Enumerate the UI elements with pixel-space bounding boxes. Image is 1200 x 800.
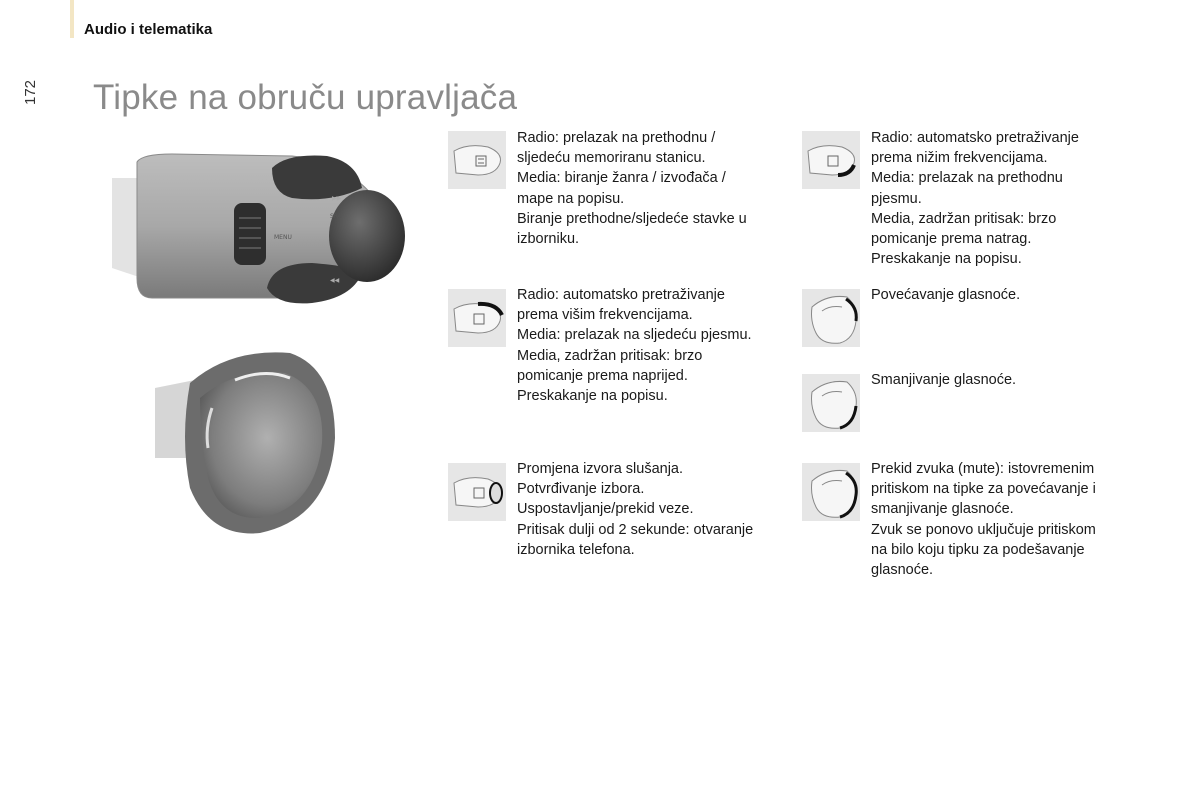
desc-line: Potvrđivanje izbora. bbox=[517, 481, 645, 498]
desc-line: Media: prelazak na prethodnu bbox=[871, 170, 1063, 187]
stalk-button-up-icon bbox=[448, 131, 506, 189]
desc-line: na bilo koju tipku za podešavanje bbox=[871, 541, 1085, 558]
header-accent-bar bbox=[70, 0, 74, 38]
stalk-button-top-icon bbox=[448, 289, 506, 347]
desc-line: pomicanje prema natrag. bbox=[871, 231, 1032, 248]
desc-volume-down bbox=[871, 370, 1016, 390]
desc-line: Smanjivanje glasnoće. bbox=[871, 372, 1017, 388]
desc-line: prema nižim frekvencijama. bbox=[871, 150, 1048, 167]
desc-line: mape na popisu. bbox=[517, 190, 625, 207]
desc-line: Media, zadržan pritisak: brzo bbox=[871, 210, 1057, 227]
desc-line: Biranje prethodne/sljedeće stavke u bbox=[517, 210, 747, 227]
desc-line: Media: biranje žanra / izvođača / bbox=[517, 170, 726, 187]
desc-line: Radio: prelazak na prethodnu / bbox=[517, 130, 716, 146]
desc-line: sljedeću memoriranu stanicu. bbox=[517, 150, 706, 167]
volume-up-icon bbox=[802, 289, 860, 347]
desc-line: pritiskom na tipke za povećavanje i bbox=[871, 481, 1096, 498]
desc-line: Zvuk se ponovo uključuje pritiskom bbox=[871, 521, 1096, 538]
desc-line: Uspostavljanje/prekid veze. bbox=[517, 501, 694, 518]
desc-line: glasnoće. bbox=[871, 562, 934, 579]
stalk-end-button-icon bbox=[448, 463, 506, 521]
desc-line: pjesmu. bbox=[871, 190, 922, 207]
desc-volume-up bbox=[871, 285, 1020, 305]
steering-stalk-illustration bbox=[112, 148, 407, 308]
menu-label: MENU bbox=[274, 234, 292, 241]
desc-stalk-button-top bbox=[517, 285, 752, 406]
volume-down-icon bbox=[802, 374, 860, 432]
desc-line: Media: prelazak na sljedeću pjesmu. bbox=[517, 327, 752, 344]
desc-line: Radio: automatsko pretraživanje bbox=[871, 130, 1079, 146]
desc-mute bbox=[871, 459, 1096, 580]
page-number: 172 bbox=[22, 79, 39, 105]
desc-line: Prekid zvuka (mute): istovremenim bbox=[871, 461, 1095, 477]
desc-line: Media, zadržan pritisak: brzo bbox=[517, 347, 703, 364]
desc-line: pomicanje prema naprijed. bbox=[517, 367, 688, 384]
desc-line: smanjivanje glasnoće. bbox=[871, 501, 1014, 518]
forward-glyph: ▶▶ bbox=[332, 195, 342, 202]
desc-line: Preskakanje na popisu. bbox=[871, 251, 1022, 268]
stalk-button-bottom-icon bbox=[802, 131, 860, 189]
volume-stalk-illustration bbox=[150, 348, 340, 538]
desc-stalk-button-bottom bbox=[871, 128, 1079, 269]
section-title: Audio i telematika bbox=[84, 21, 213, 38]
page-title: Tipke na obruču upravljača bbox=[93, 78, 518, 117]
mute-icon bbox=[802, 463, 860, 521]
desc-line: Preskakanje na popisu. bbox=[517, 388, 668, 405]
desc-line: izbornika telefona. bbox=[517, 541, 635, 558]
src-label: SRC bbox=[330, 213, 342, 220]
desc-line: prema višim frekvencijama. bbox=[517, 307, 693, 324]
desc-line: Pritisak dulji od 2 sekunde: otvaranje bbox=[517, 521, 754, 538]
desc-line: Povećavanje glasnoće. bbox=[871, 287, 1021, 303]
rewind-glyph: ◀◀ bbox=[330, 277, 340, 284]
desc-stalk-end-button bbox=[517, 459, 753, 560]
desc-line: izborniku. bbox=[517, 231, 580, 248]
desc-line: Promjena izvora slušanja. bbox=[517, 461, 684, 477]
desc-stalk-button-up bbox=[517, 128, 747, 249]
desc-line: Radio: automatsko pretraživanje bbox=[517, 287, 725, 303]
